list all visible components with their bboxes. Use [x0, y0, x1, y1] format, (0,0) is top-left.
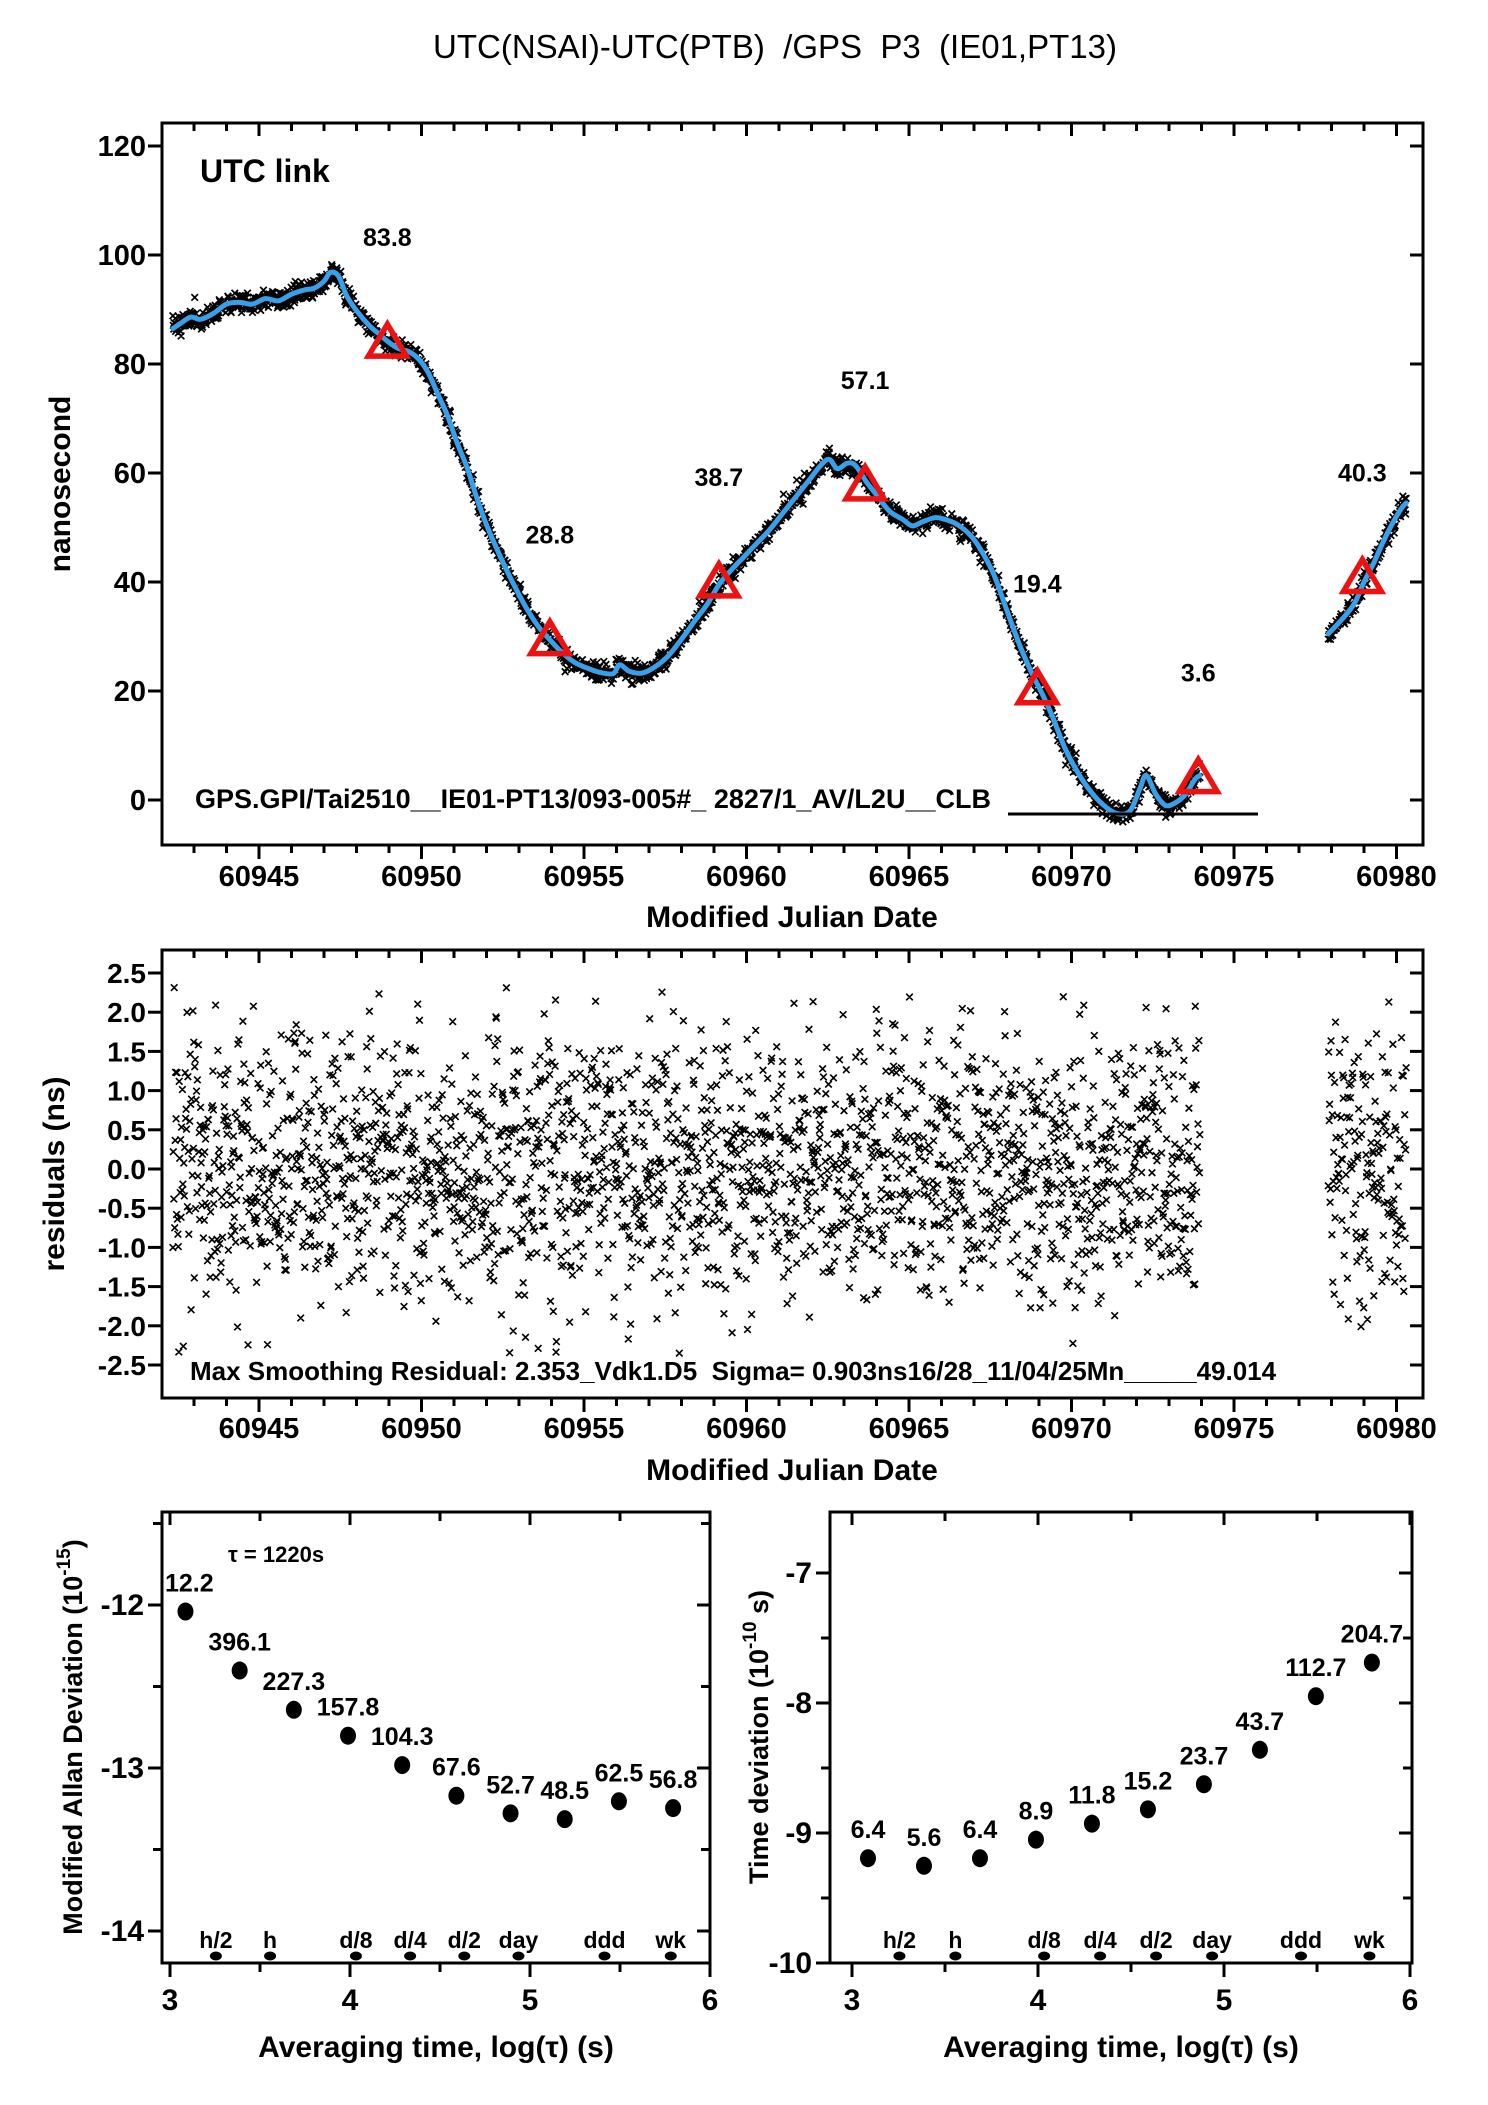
dev-point — [1028, 1831, 1044, 1849]
x-tick-label: 60980 — [1356, 861, 1437, 893]
dev-point — [860, 1849, 876, 1867]
dev-point — [1140, 1800, 1156, 1818]
y-tick-label: -1.5 — [97, 1271, 146, 1303]
tau-marker-label: h/2 — [199, 1927, 233, 1953]
top-y-axis-title: nanosecond — [44, 395, 77, 573]
y-tick-label: -13 — [100, 1752, 144, 1785]
y-tick-label: 0 — [129, 785, 146, 817]
utc-link-plot-area — [98, 123, 1437, 893]
link-id-footer: GPS.GPI/Tai2510__IE01-PT13/093-005#_ 2827/1_AV/L2U__CLB — [195, 784, 991, 814]
calibration-markers — [363, 224, 1387, 791]
y-tick-label: 2.0 — [107, 997, 146, 1029]
tau-annotation: τ = 1220s — [228, 1542, 325, 1567]
x-tick-label: 60980 — [1356, 1413, 1437, 1445]
y-tick-label: -2.5 — [97, 1350, 146, 1381]
calibration-value-label: 38.7 — [694, 463, 744, 492]
residuals-y-axis-title: residuals (ns) — [38, 1076, 71, 1272]
calibration-value-label: 28.8 — [525, 521, 575, 550]
tau-marker-label: h — [263, 1927, 278, 1953]
dev-value-label: 43.7 — [1235, 1707, 1285, 1736]
tau-marker-label: d/2 — [1139, 1927, 1173, 1953]
dev-value-label: 67.6 — [432, 1753, 481, 1782]
x-tick-label: 60950 — [381, 1413, 462, 1445]
tau-markers — [199, 1927, 686, 1961]
x-tick-label: 60955 — [543, 1413, 625, 1445]
x-tick-label: 3 — [161, 1984, 179, 2017]
tau-marker-label: d/4 — [1083, 1927, 1117, 1953]
y-tick-label: 120 — [97, 131, 146, 163]
mdev-x-axis-title: Averaging time, log(τ) (s) — [258, 2031, 614, 2064]
x-tick-label: 5 — [521, 1984, 539, 2017]
x-tick-label: 60965 — [868, 1413, 950, 1445]
tau-marker-label: d/4 — [393, 1927, 427, 1953]
x-tick-label: 60965 — [868, 861, 950, 893]
y-tick-label: 1.0 — [107, 1075, 146, 1107]
x-tick-label: 60955 — [543, 861, 625, 893]
calibration-value-label: 83.8 — [363, 224, 412, 253]
dev-point — [503, 1804, 519, 1822]
dev-point — [1364, 1654, 1380, 1672]
dev-points — [165, 1570, 698, 1829]
dev-axes — [816, 1512, 1412, 1977]
dev-value-label: 15.2 — [1123, 1767, 1173, 1796]
x-tick-label: 3 — [843, 1984, 861, 2017]
y-tick-label: -9 — [785, 1817, 812, 1850]
x-tick-label: 60975 — [1193, 861, 1275, 893]
dev-value-label: 112.7 — [1285, 1654, 1347, 1683]
mdev-y-axis-title: Modified Allan Deviation $(10^{-15})$ — [54, 1539, 88, 1935]
calibration-value-label: 57.1 — [840, 366, 890, 395]
dev-value-label: 23.7 — [1179, 1742, 1229, 1771]
top-x-axis-title: Modified Julian Date — [646, 901, 938, 934]
figure-title: UTC(NSAI)-UTC(PTB) /GPS P3 (IE01,PT13) — [433, 28, 1117, 65]
y-tick-label: -1.0 — [97, 1232, 146, 1264]
raw-data-scatter — [170, 261, 1410, 825]
tdev-panel — [740, 1512, 1418, 2064]
dev-point — [916, 1857, 932, 1875]
y-tick-label: 20 — [113, 676, 146, 708]
dev-point — [611, 1792, 627, 1810]
tau-marker-label: d/2 — [447, 1927, 481, 1953]
tdev-plot-area — [769, 1512, 1419, 2017]
dev-value-label: 396.1 — [208, 1628, 271, 1657]
dev-point — [557, 1810, 573, 1828]
dev-point — [232, 1662, 248, 1680]
dev-point — [1308, 1687, 1324, 1705]
dev-value-label: 52.7 — [486, 1771, 535, 1800]
calibration-value-label: 19.4 — [1013, 570, 1062, 599]
dev-value-label: 157.8 — [316, 1693, 380, 1722]
x-tick-label: 60950 — [381, 861, 462, 893]
y-tick-label: -2.0 — [97, 1310, 146, 1342]
tau-marker-label: h — [948, 1927, 963, 1953]
x-tick-label: 6 — [701, 1984, 719, 2017]
dev-point — [972, 1849, 988, 1867]
y-tick-label: 80 — [113, 349, 146, 381]
dev-point — [1252, 1741, 1268, 1759]
dev-point — [665, 1799, 681, 1817]
x-tick-label: 60970 — [1031, 861, 1112, 893]
x-tick-label: 60945 — [218, 1413, 300, 1445]
smoothed-curve — [173, 272, 1200, 814]
residuals-x-axis-title: Modified Julian Date — [646, 1454, 938, 1487]
tau-marker-label: wk — [655, 1927, 687, 1953]
dev-value-label: 6.4 — [962, 1816, 998, 1845]
dev-value-label: 227.3 — [262, 1667, 326, 1696]
dev-value-label: 11.8 — [1068, 1781, 1116, 1810]
y-tick-label: 100 — [97, 240, 146, 272]
y-tick-label: 0.0 — [107, 1154, 146, 1185]
utc-link-panel — [44, 123, 1437, 934]
tau-marker-label: d/8 — [1027, 1927, 1061, 1953]
y-tick-label: -0.5 — [97, 1193, 146, 1225]
utc-link-annotation: UTC link — [200, 153, 330, 189]
x-tick-label: 4 — [1029, 1984, 1047, 2017]
y-tick-label: -12 — [100, 1589, 144, 1622]
dev-value-label: 56.8 — [648, 1766, 698, 1795]
dev-points — [851, 1621, 1404, 1875]
y-tick-label: 0.5 — [107, 1114, 146, 1146]
tau-markers — [883, 1927, 1385, 1961]
y-tick-label: 2.5 — [107, 958, 146, 989]
y-tick-label: -8 — [785, 1687, 812, 1720]
tau-marker-label: ddd — [1279, 1927, 1323, 1953]
x-tick-label: 6 — [1401, 1984, 1419, 2017]
tau-marker-label: day — [498, 1927, 539, 1953]
plot-frame — [162, 1512, 710, 1963]
dev-point — [340, 1727, 356, 1745]
calibration-value-label: 40.3 — [1338, 459, 1387, 488]
plot-frame — [830, 1512, 1412, 1963]
dev-value-label: 62.5 — [594, 1759, 644, 1788]
dev-point — [394, 1756, 410, 1774]
mdev-panel — [54, 1512, 718, 2064]
x-tick-label: 60960 — [706, 1413, 787, 1445]
tau-marker-label: h/2 — [882, 1927, 917, 1953]
y-tick-label: 40 — [113, 567, 146, 599]
dev-value-label: 8.9 — [1018, 1797, 1054, 1826]
dev-value-label: 6.4 — [850, 1816, 886, 1845]
y-tick-label: -10 — [768, 1947, 812, 1980]
x-tick-label: 60945 — [218, 861, 300, 893]
y-tick-label: 60 — [113, 458, 146, 490]
plot-frame — [162, 123, 1423, 845]
smoothing-stats-text: Max Smoothing Residual: 2.353_Vdk1.D5 Sigma= 0.903ns16/28_11/04/25Mn_____49.014 — [190, 1356, 1277, 1386]
x-tick-label: 60975 — [1193, 1413, 1275, 1445]
dev-point — [1084, 1815, 1100, 1833]
dev-value-label: 48.5 — [540, 1777, 590, 1806]
residuals-panel — [38, 950, 1437, 1487]
dev-point — [1196, 1775, 1212, 1793]
dev-point — [177, 1603, 193, 1621]
mdev-plot-area — [101, 1512, 719, 2017]
dev-value-label: 5.6 — [906, 1823, 942, 1852]
top-tick-labels — [98, 131, 1437, 893]
tau-marker-label: d/8 — [339, 1927, 373, 1953]
x-tick-label: 60960 — [706, 861, 787, 893]
dev-point — [286, 1701, 302, 1719]
tau-marker-label: day — [1192, 1927, 1232, 1953]
x-tick-label: 4 — [341, 1984, 359, 2017]
tau-marker-label: ddd — [583, 1927, 626, 1953]
dev-value-label: 204.7 — [1340, 1620, 1404, 1649]
y-tick-label: 1.5 — [107, 1036, 146, 1068]
dev-point — [448, 1787, 464, 1805]
tdev-x-axis-title: Averaging time, log(τ) (s) — [943, 2031, 1299, 2064]
dev-value-label: 12.2 — [165, 1569, 214, 1598]
calibration-value-label: 3.6 — [1180, 659, 1216, 688]
y-tick-label: -7 — [785, 1557, 812, 1590]
x-tick-label: 60970 — [1031, 1413, 1112, 1445]
tau-marker-label: wk — [1354, 1927, 1385, 1953]
residuals-scatter — [170, 984, 1410, 1356]
dev-value-label: 104.3 — [370, 1723, 434, 1752]
tdev-y-axis-title: Time deviation ($10^{-10}$ s) — [740, 1589, 774, 1885]
x-tick-label: 5 — [1215, 1984, 1233, 2017]
y-tick-label: -14 — [100, 1915, 144, 1948]
